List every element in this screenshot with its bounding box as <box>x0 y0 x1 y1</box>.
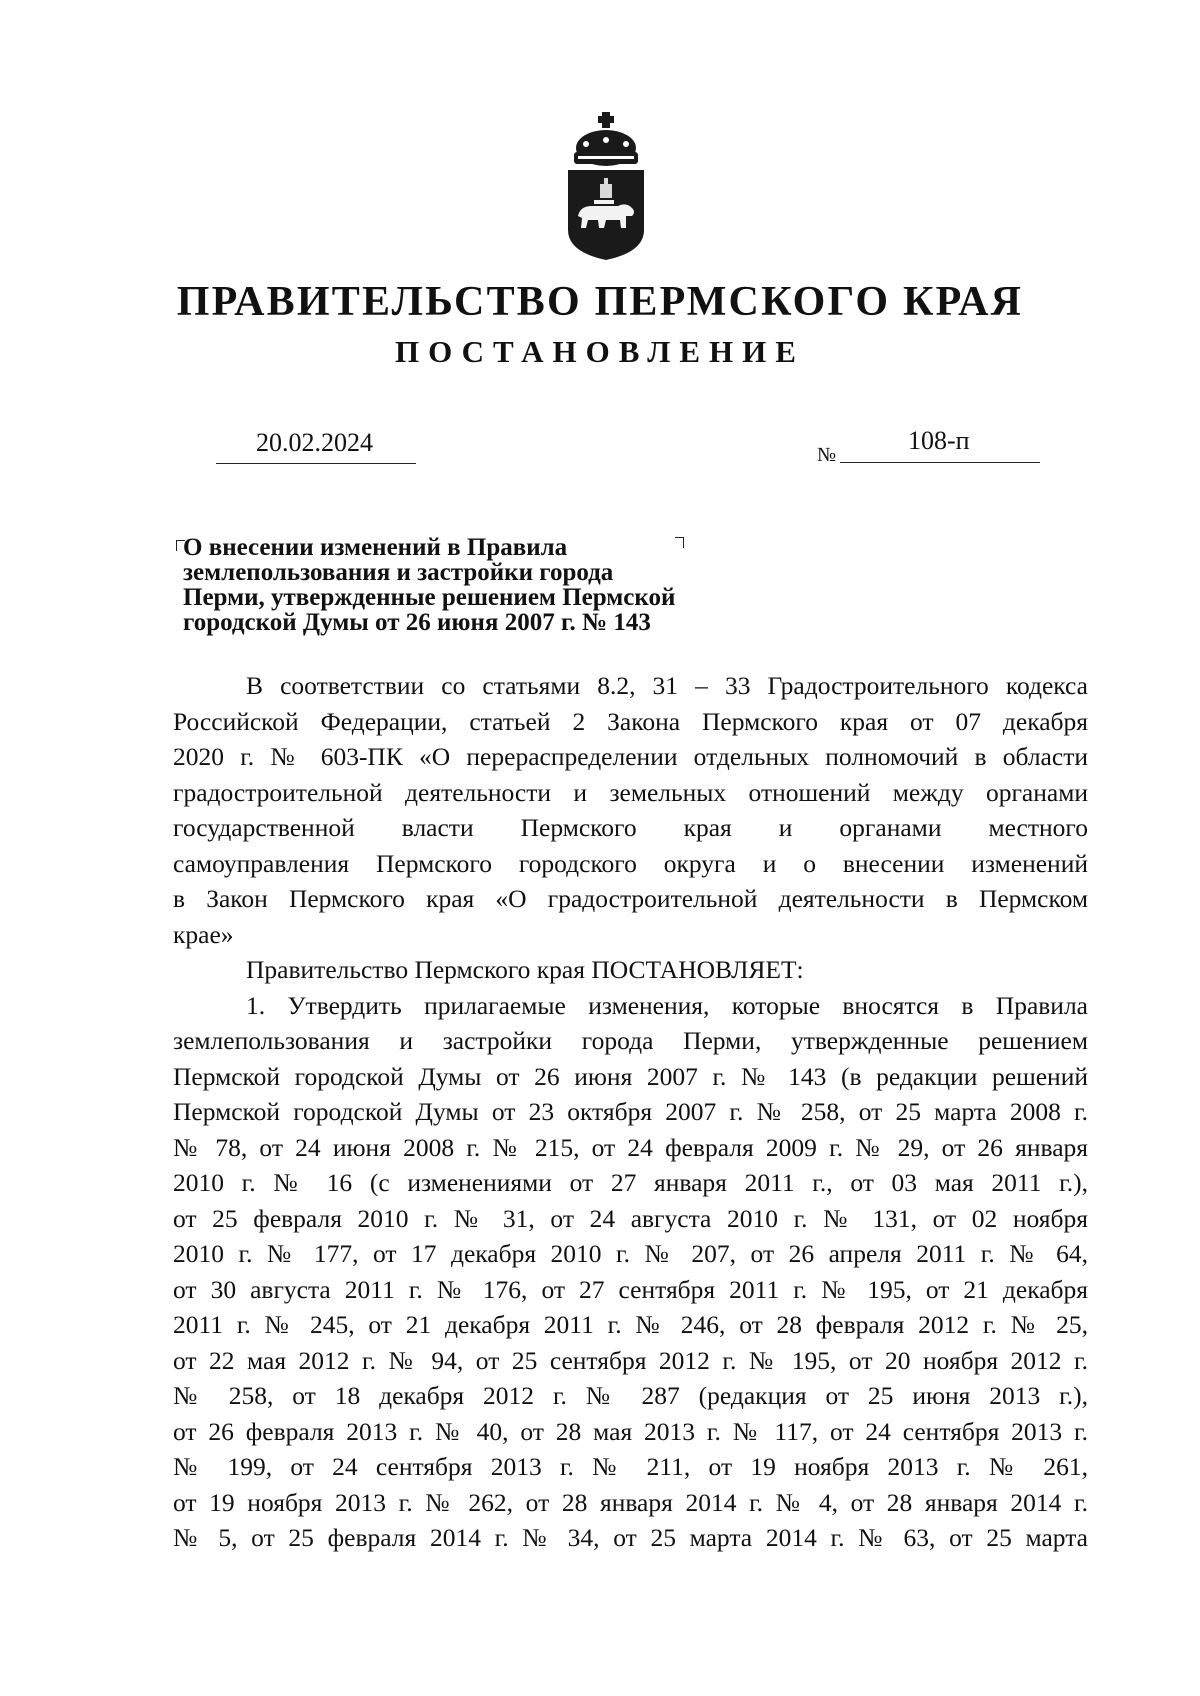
body-line: от 30 августа 2011 г. № 176, от 27 сентября 2011 г. № 195, от 21 декабря <box>173 1274 1088 1304</box>
coat-of-arms-emblem <box>560 112 652 262</box>
body-line: 2010 г. № 16 (с изменениями от 27 января 2011 г., от 03 мая 2011 г.), <box>173 1168 1088 1197</box>
document-subject <box>183 535 783 635</box>
body-line: 2011 г. № 245, от 21 декабря 2011 г. № 246, от 28 февраля 2012 г. № 25, <box>173 1310 1088 1339</box>
document-number: 108-п <box>908 426 970 455</box>
body-line: Пермской городской Думы от 26 июня 2007 г. № 143 (в редакции решений <box>173 1061 1088 1091</box>
body-line: от 19 ноября 2013 г. № 262, от 28 января 2014 г. № 4, от 28 января 2014 г. <box>173 1487 1088 1517</box>
body-line: 2010 г. № 177, от 17 декабря 2010 г. № 207, от 26 апреля 2011 г. № 64, <box>173 1239 1088 1268</box>
body-line: самоуправления Пермского городского округа и о внесении изменений <box>173 848 1088 878</box>
date-underline <box>216 463 416 464</box>
organization-title: ПРАВИТЕЛЬСТВО ПЕРМСКОГО КРАЯ <box>176 279 1024 325</box>
body-line: Правительство Пермского края ПОСТАНОВЛЯЕТ: <box>246 955 804 984</box>
body-line: № 5, от 25 февраля 2014 г. № 34, от 25 марта 2014 г. № 63, от 25 марта <box>173 1523 1088 1552</box>
body-line: крае» <box>173 919 234 949</box>
body-line: № 78, от 24 июня 2008 г. № 215, от 24 февраля 2009 г. № 29, от 26 января <box>173 1132 1088 1162</box>
body-line: в Закон Пермского края «О градостроительной деятельности в Пермском <box>173 884 1088 913</box>
body-line: № 258, от 18 декабря 2012 г. № 287 (редакция от 25 июня 2013 г.), <box>173 1381 1088 1410</box>
document-type: ПОСТАНОВЛЕНИЕ <box>395 334 805 369</box>
number-underline <box>840 462 1040 463</box>
body-line: № 199, от 24 сентября 2013 г. № 211, от 19 ноября 2013 г. № 261, <box>173 1452 1088 1481</box>
body-line: государственной власти Пермского края и органами местного <box>173 813 1088 842</box>
subject-line: О внесении изменений в Правила <box>183 534 568 561</box>
subject-line: землепользования и застройки города <box>183 559 614 586</box>
number-sign: № <box>817 444 837 466</box>
body-line: 1. Утвердить прилагаемые изменения, которые вносятся в Правила <box>246 990 1088 1020</box>
body-line: землепользования и застройки города Перми, утвержденные решением <box>173 1026 1088 1055</box>
body-line: Российской Федерации, статьей 2 Закона Пермского края от 07 декабря <box>173 706 1088 736</box>
body-line: Пермской городской Думы от 23 октября 2007 г. № 258, от 25 марта 2008 г. <box>173 1097 1088 1126</box>
body-line: градостроительной деятельности и земельных отношений между органами <box>173 777 1088 807</box>
subject-line: Перми, утвержденные решением Пермской <box>183 584 676 611</box>
body-line: 2020 г. № 603-ПК «О перераспределении отдельных полномочий в области <box>173 742 1088 771</box>
document-date: 20.02.2024 <box>256 428 373 457</box>
body-line: от 26 февраля 2013 г. № 40, от 28 мая 2013 г. № 117, от 24 сентября 2013 г. <box>173 1416 1088 1446</box>
body-line: от 25 февраля 2010 г. № 31, от 24 августа 2010 г. № 131, от 02 ноября <box>173 1203 1088 1233</box>
subject-line: городской Думы от 26 июня 2007 г. № 143 <box>183 609 651 636</box>
document-body <box>173 668 1088 1556</box>
body-line: от 22 мая 2012 г. № 94, от 25 сентября 2012 г. № 195, от 20 ноября 2012 г. <box>173 1345 1088 1375</box>
body-line: В соответствии со статьями 8.2, 31 – 33 Градостроительного кодекса <box>246 671 1088 700</box>
